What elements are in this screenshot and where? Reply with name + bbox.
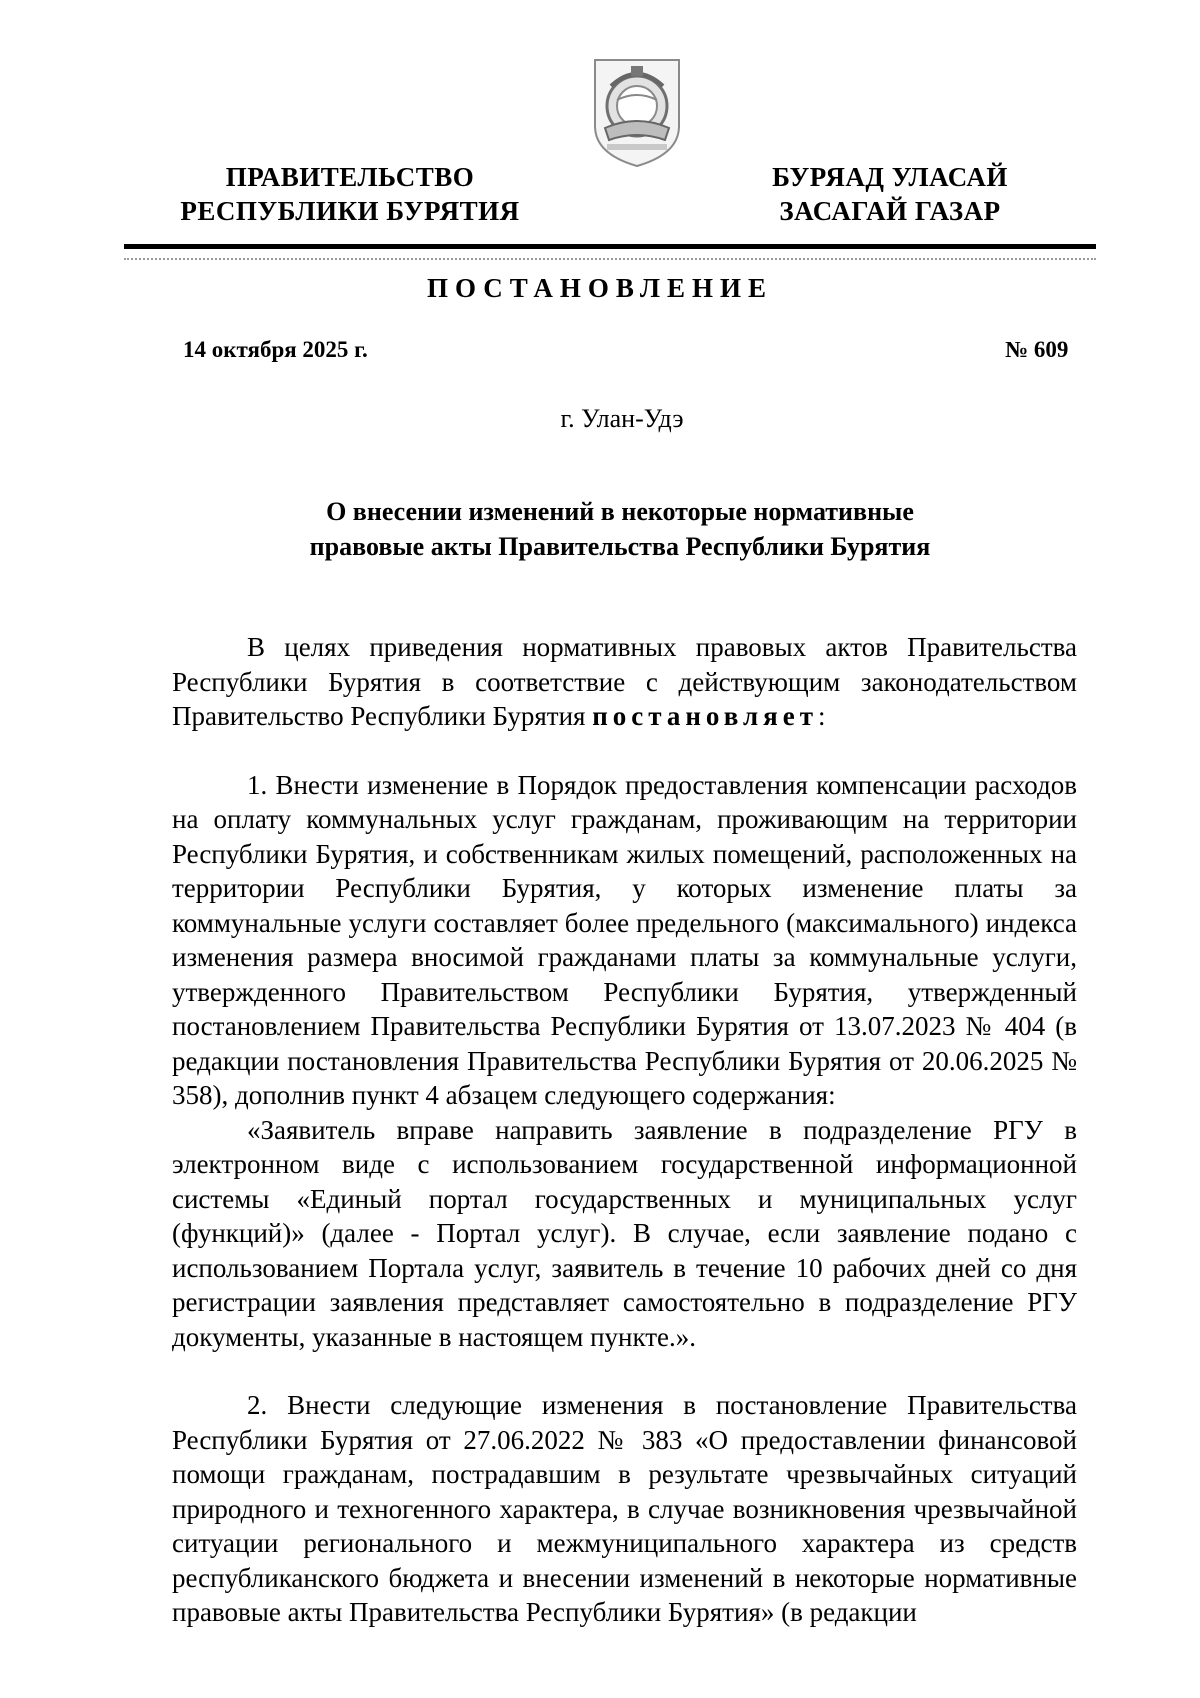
item-1-paragraph: 1. Внести изменение в Порядок предоставления компенсации расходов на оплату коммунальных услуг гражданам, проживающим на территории Республики Бурятия, и собственникам жилых помещений, расположенных на территории Республики Бурятия, у которых изменение платы за коммунальные услуги составляет более предельного (максимального) индекса изменения размера вносимой гражданами платы за коммунальные услуги, утвержденного Правительством Республики Бурятия, утвержденный постановлением Правительства Республики Бурятия от 13.07.2023 № 404 (в редакции постановления Правительства Республики Бурятия от 20.06.2025 № 358), дополнив пункт 4 абзацем следующего содержания: [172, 769, 1077, 1110]
preamble-paragraph [172, 630, 1077, 734]
preamble-end: : [817, 701, 826, 731]
document-number: № 609 [1005, 337, 1069, 362]
header-divider-thick [124, 244, 1096, 249]
preamble-text: В целях приведения нормативных правовых актов Правительства Республики Бурятия в соответствие с действующим законодательством Правительство Республики Бурятия [172, 632, 1077, 731]
org-left-line2: РЕСПУБЛИКИ БУРЯТИЯ [180, 196, 520, 226]
org-right-line2: ЗАСАГАЙ ГАЗАР [779, 196, 1001, 226]
government-name-russian [160, 160, 540, 228]
document-title [240, 494, 1000, 564]
coat-of-arms-icon [591, 56, 683, 170]
org-left-line1: ПРАВИТЕЛЬСТВО [225, 162, 475, 192]
document-date: 14 октября 2025 г. [183, 337, 368, 362]
preamble-verb: постановляет [592, 701, 818, 731]
document-type: ПОСТАНОВЛЕНИЕ [426, 273, 774, 303]
header-divider-thin [124, 258, 1096, 260]
document-city: г. Улан-Удэ [560, 404, 684, 433]
title-line1: О внесении изменений в некоторые нормативные [326, 497, 914, 526]
org-right-line1: БУРЯАД УЛАСАЙ [772, 162, 1008, 192]
item-2-paragraph: 2. Внести следующие изменения в постановление Правительства Республики Бурятия от 27.06.2022 № 383 «О предоставлении финансовой помощи гражданам, пострадавшим в результате чрезвычайных ситуаций природного и техногенного характера, в случае возникновения чрезвычайной ситуации регионального и межмуниципального характера из средств республиканского бюджета и внесении изменений в некоторые нормативные правовые акты Правительства Республики Бурятия» (в редакции [172, 1390, 1077, 1627]
title-line2: правовые акты Правительства Республики Бурятия [309, 532, 931, 561]
government-name-buryat [745, 160, 1035, 228]
item-1-quote-paragraph: «Заявитель вправе направить заявление в подразделение РГУ в электронном виде с использованием государственной информационной системы «Единый портал государственных и муниципальных услуг (функций)» (далее - Портал услуг). В случае, если заявление подано с использованием Портала услуг, заявитель в течение 10 рабочих дней со дня регистрации заявления представляет самостоятельно в подразделение РГУ документы, указанные в настоящем пункте.». [172, 1114, 1077, 1352]
document-body [172, 630, 1077, 1630]
